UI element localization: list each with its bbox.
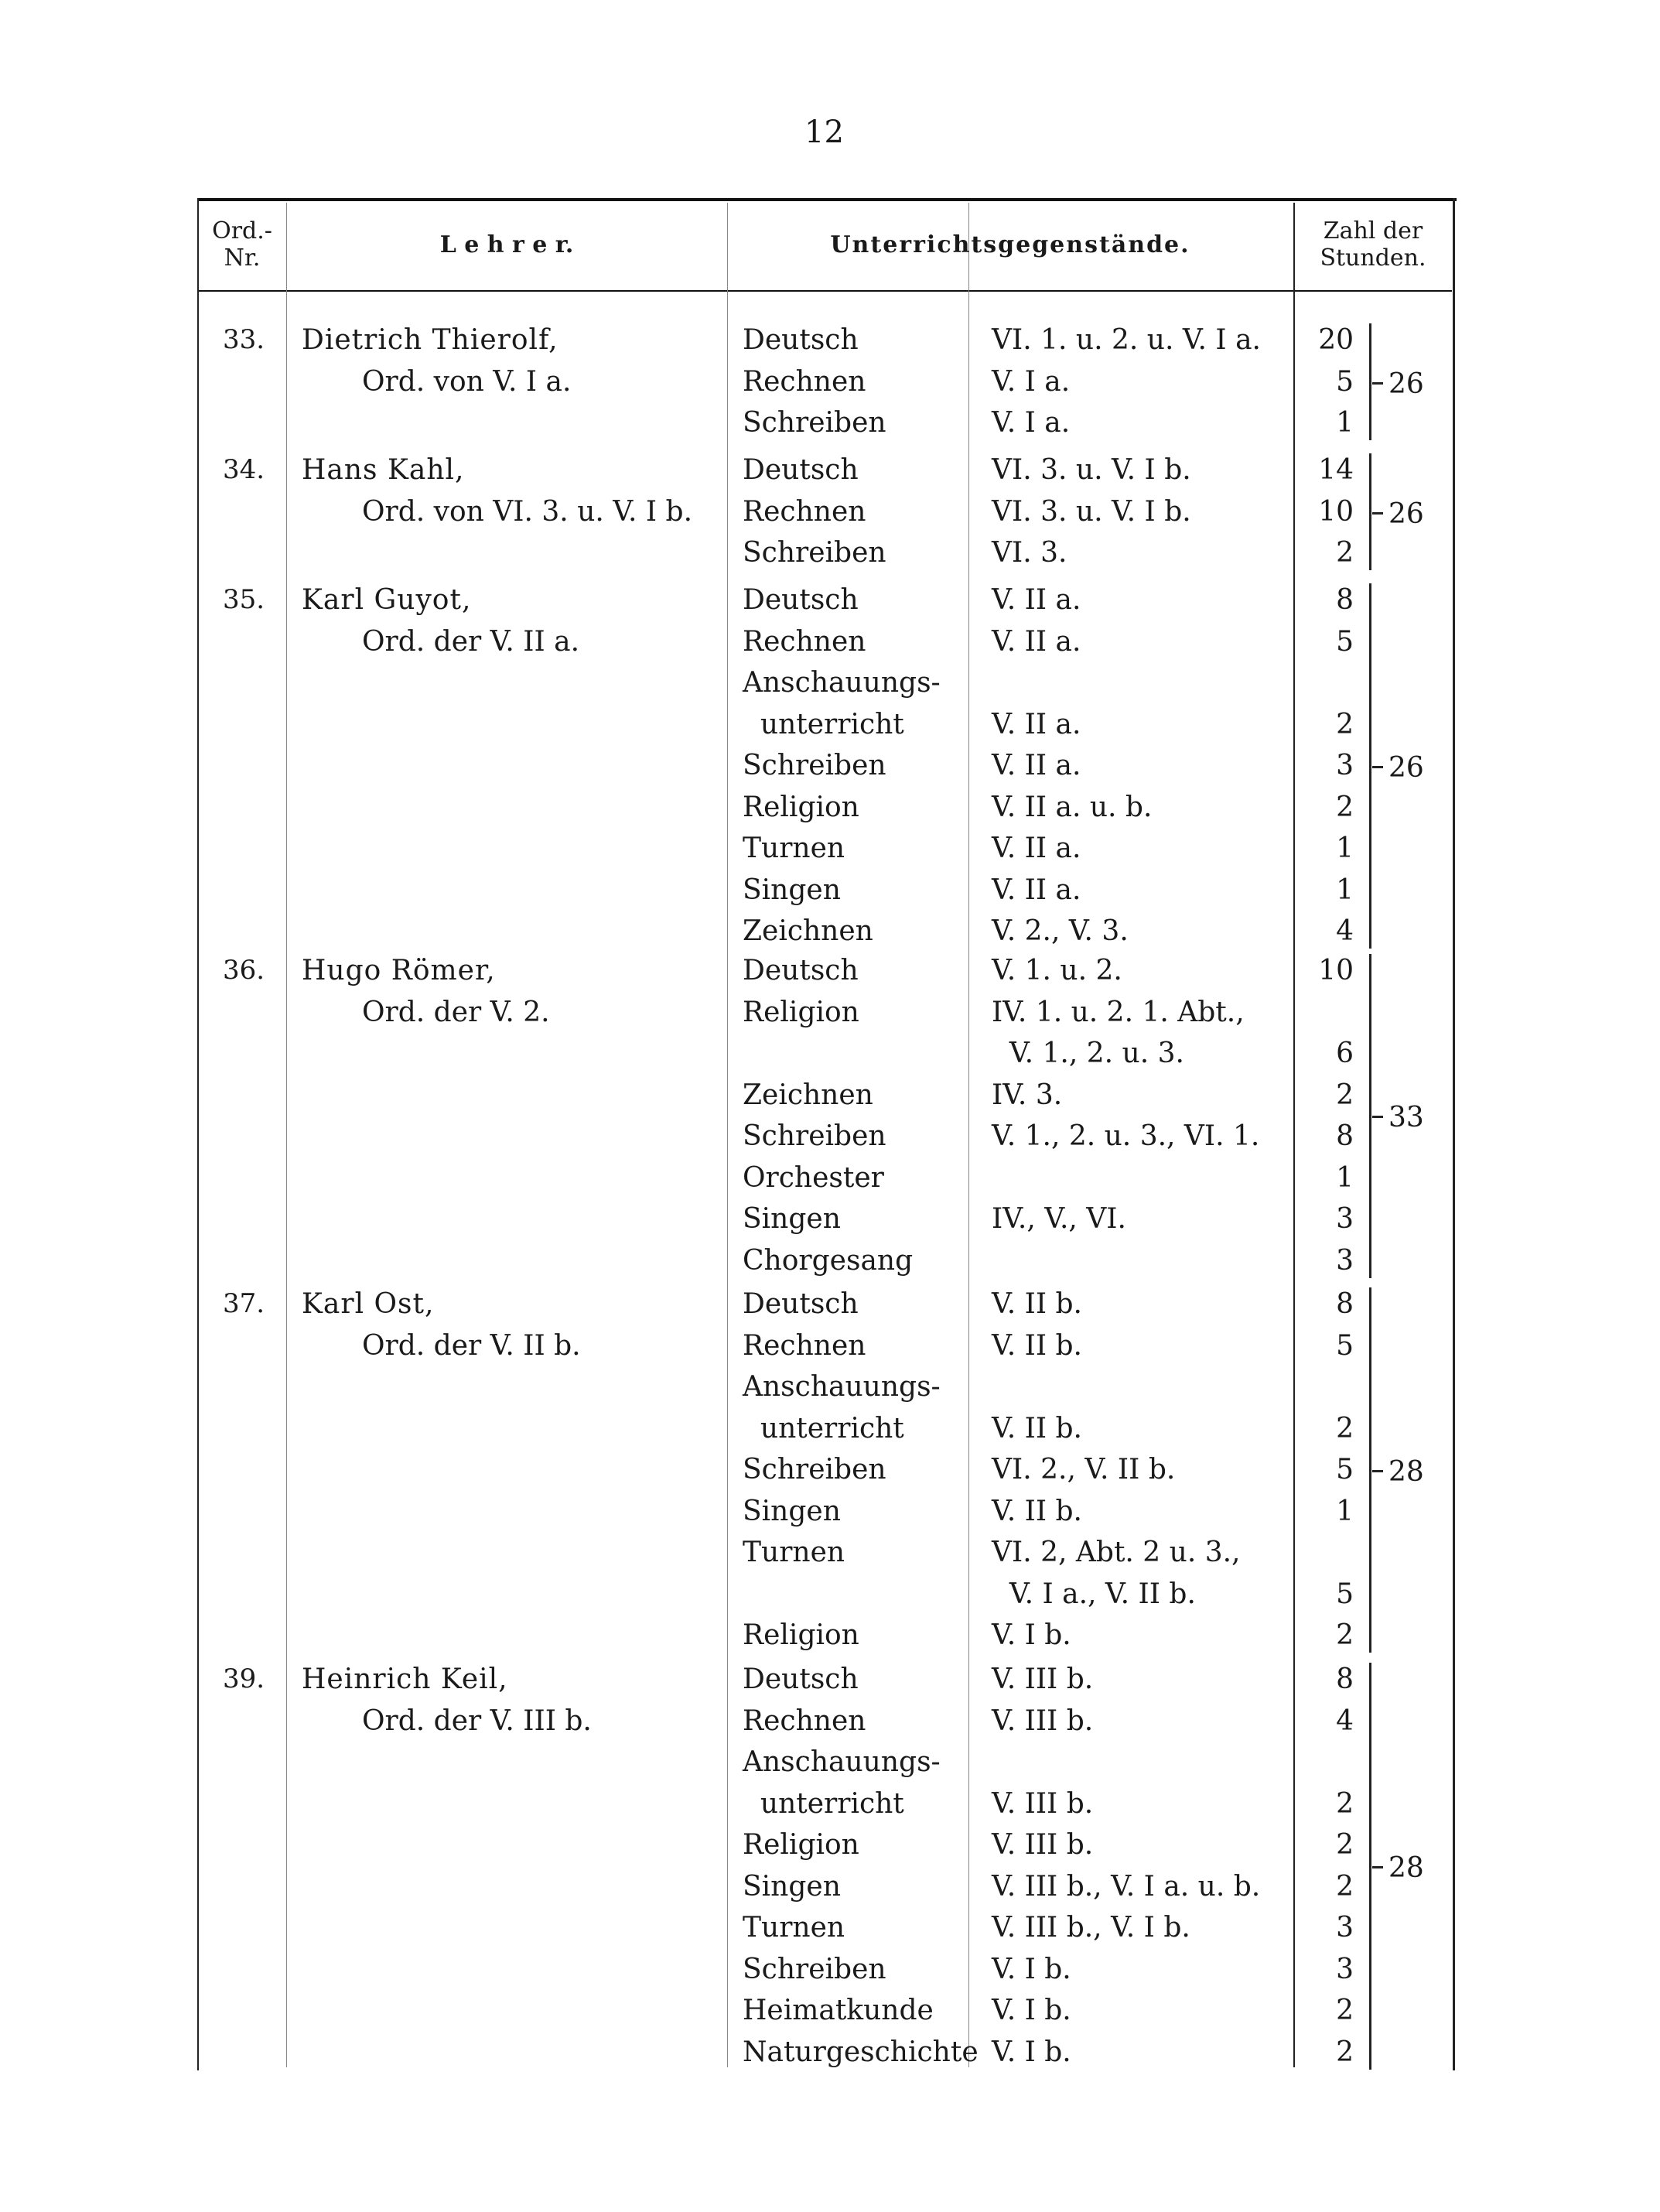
class-list: V. II a. u. b. [992, 791, 1153, 823]
class-list: V. III b. [992, 1787, 1094, 1820]
class-list: V. II a. [992, 832, 1081, 864]
subject: Singen [743, 1203, 841, 1235]
class-list: V. 2., V. 3. [992, 915, 1129, 947]
total-brace [1355, 323, 1371, 440]
class-list: V. I b. [992, 1995, 1071, 2026]
table-right-border [1453, 198, 1455, 2070]
top-rule [197, 198, 1457, 201]
subject: Rechnen [743, 1329, 866, 1362]
hours: 2 [1336, 1870, 1354, 1903]
hours: 5 [1336, 625, 1354, 658]
subject: Rechnen [743, 1704, 866, 1737]
header-gegenstaende: Unterrichtsgegenstände. [830, 231, 1190, 258]
col-divider-3 [968, 203, 969, 2067]
subject: Anschauungs- [743, 1371, 941, 1403]
hours: 5 [1336, 1454, 1354, 1485]
class-list: V. II b. [992, 1329, 1082, 1362]
subject: Zeichnen [743, 1079, 873, 1111]
subject: Chorgesang [743, 1244, 914, 1277]
class-list: VI. 1. u. 2. u. V. I a. [992, 324, 1261, 356]
class-list: V. II a. [992, 584, 1081, 616]
class-list: V. III b., V. I a. u. b. [992, 1870, 1261, 1903]
subject: Deutsch [743, 584, 859, 616]
subject: Anschauungs- [743, 667, 941, 699]
total-hours: 28 [1388, 1456, 1424, 1488]
class-list: V. II b. [992, 1495, 1082, 1527]
teacher-ord: Ord. der V. II b. [362, 1329, 581, 1362]
row-number: 37. [223, 1288, 265, 1319]
subject: Schreiben [743, 750, 886, 781]
hours: 8 [1336, 1288, 1354, 1320]
col-divider-4 [1293, 203, 1295, 2067]
class-list: V. III b. [992, 1663, 1094, 1695]
hours: 2 [1336, 1787, 1354, 1820]
teacher-ord: Ord. von VI. 3. u. V. I b. [362, 495, 693, 528]
total-hours: 26 [1388, 752, 1424, 784]
class-list: IV. 1. u. 2. 1. Abt., [992, 996, 1245, 1028]
class-list: V. II b. [992, 1288, 1082, 1320]
subject: Religion [743, 1619, 859, 1651]
hours: 2 [1336, 2036, 1354, 2068]
class-list: VI. 3. [992, 537, 1067, 569]
class-list: VI. 2., V. II b. [992, 1454, 1176, 1485]
subject: Deutsch [743, 1288, 859, 1320]
class-list: V. II a. [992, 708, 1081, 740]
class-list: V. II a. [992, 874, 1081, 906]
table-left-border [197, 198, 199, 2070]
hours: 3 [1336, 1203, 1354, 1235]
hours: 2 [1336, 708, 1354, 740]
class-list: V. I b. [992, 1953, 1071, 1985]
col-divider-1 [286, 203, 287, 2067]
hours: 4 [1336, 1704, 1354, 1737]
hours: 1 [1336, 407, 1354, 439]
subject: Naturgeschichte [743, 2036, 979, 2068]
total-hours: 33 [1388, 1102, 1424, 1134]
class-list: V. III b., V. I b. [992, 1912, 1190, 1944]
hours: 14 [1318, 454, 1354, 486]
subject: Turnen [743, 832, 845, 864]
total-hours: 26 [1388, 497, 1424, 530]
class-list: V. II a. [992, 625, 1081, 658]
header-ord-nr: Ord.- Nr. [212, 217, 272, 272]
total-brace [1355, 954, 1371, 1278]
subject: Religion [743, 996, 859, 1028]
class-list: VI. 3. u. V. I b. [992, 495, 1191, 528]
hours: 2 [1336, 1829, 1354, 1861]
subject: unterricht [743, 708, 904, 740]
total-hours: 28 [1388, 1851, 1424, 1884]
hours: 20 [1318, 324, 1354, 356]
total-hours: 26 [1388, 368, 1424, 400]
subject: unterricht [743, 1412, 904, 1444]
row-number: 39. [223, 1663, 265, 1694]
subject: Rechnen [743, 625, 866, 658]
hours: 8 [1336, 1120, 1354, 1152]
subject: Turnen [743, 1537, 845, 1568]
subject: Rechnen [743, 365, 866, 398]
total-brace [1355, 1287, 1371, 1653]
hours: 3 [1336, 750, 1354, 781]
subject: Anschauungs- [743, 1746, 941, 1778]
class-list: V. I a., V. II b. [992, 1578, 1196, 1610]
subject: Religion [743, 1829, 859, 1861]
subject: Religion [743, 791, 859, 823]
header-stunden: Zahl der Stunden. [1320, 217, 1426, 272]
class-list: VI. 3. u. V. I b. [992, 454, 1191, 486]
hours: 2 [1336, 537, 1354, 569]
teacher-name: Karl Guyot, [302, 584, 472, 616]
subject: Deutsch [743, 955, 859, 986]
header-lehrer: L e h r e r. [439, 231, 574, 258]
hours: 2 [1336, 1619, 1354, 1651]
hours: 2 [1336, 791, 1354, 823]
teacher-name: Karl Ost, [302, 1288, 435, 1320]
subject: unterricht [743, 1787, 904, 1820]
class-list: VI. 2, Abt. 2 u. 3., [992, 1537, 1241, 1568]
hours: 8 [1336, 1663, 1354, 1695]
hours: 4 [1336, 915, 1354, 947]
teacher-name: Dietrich Thierolf, [302, 324, 558, 356]
class-list: IV. 3. [992, 1079, 1063, 1111]
col-divider-2 [727, 203, 728, 2067]
class-list: V. II a. [992, 750, 1081, 781]
subject: Schreiben [743, 1454, 886, 1485]
teacher-ord: Ord. der V. 2. [362, 996, 550, 1028]
class-list: V. 1., 2. u. 3. [992, 1038, 1184, 1069]
hours: 1 [1336, 874, 1354, 906]
class-list: V. III b. [992, 1704, 1094, 1737]
hours: 3 [1336, 1244, 1354, 1277]
teacher-ord: Ord. von V. I a. [362, 365, 572, 398]
class-list: V. II b. [992, 1412, 1082, 1444]
subject: Singen [743, 1495, 841, 1527]
subject: Orchester [743, 1161, 884, 1194]
subject: Heimatkunde [743, 1995, 934, 2026]
hours: 3 [1336, 1953, 1354, 1985]
class-list: IV., V., VI. [992, 1203, 1126, 1235]
class-list: V. 1., 2. u. 3., VI. 1. [992, 1120, 1260, 1152]
subject: Zeichnen [743, 915, 873, 947]
class-list: V. I a. [992, 407, 1071, 439]
class-list: V. I b. [992, 2036, 1071, 2068]
hours: 10 [1318, 495, 1354, 528]
row-number: 35. [223, 584, 265, 615]
row-number: 34. [223, 454, 265, 485]
total-brace [1355, 583, 1371, 949]
subject: Schreiben [743, 1120, 886, 1152]
hours: 1 [1336, 1495, 1354, 1527]
hours: 5 [1336, 1578, 1354, 1610]
teacher-name: Heinrich Keil, [302, 1663, 508, 1695]
hours: 3 [1336, 1912, 1354, 1944]
class-list: V. III b. [992, 1829, 1094, 1861]
subject: Schreiben [743, 407, 886, 439]
teacher-ord: Ord. der V. II a. [362, 625, 580, 658]
subject: Deutsch [743, 454, 859, 486]
subject: Singen [743, 874, 841, 906]
row-number: 33. [223, 324, 265, 355]
hours: 8 [1336, 584, 1354, 616]
hours: 5 [1336, 1329, 1354, 1362]
subject: Turnen [743, 1912, 845, 1944]
total-brace [1355, 1663, 1371, 2070]
class-list: V. 1. u. 2. [992, 955, 1122, 986]
subject: Singen [743, 1870, 841, 1903]
header-rule [197, 290, 1452, 292]
page-number: 12 [804, 115, 844, 150]
subject: Rechnen [743, 495, 866, 528]
hours: 1 [1336, 1161, 1354, 1194]
teacher-name: Hugo Römer, [302, 955, 496, 986]
hours: 2 [1336, 1412, 1354, 1444]
subject: Deutsch [743, 324, 859, 356]
teacher-name: Hans Kahl, [302, 454, 465, 486]
class-list: V. I a. [992, 365, 1071, 398]
row-number: 36. [223, 955, 265, 986]
hours: 10 [1318, 955, 1354, 986]
subject: Deutsch [743, 1663, 859, 1695]
hours: 1 [1336, 832, 1354, 864]
subject: Schreiben [743, 537, 886, 569]
class-list: V. I b. [992, 1619, 1071, 1651]
hours: 6 [1336, 1038, 1354, 1069]
hours: 2 [1336, 1995, 1354, 2026]
hours: 5 [1336, 365, 1354, 398]
hours: 2 [1336, 1079, 1354, 1111]
total-brace [1355, 453, 1371, 570]
teacher-ord: Ord. der V. III b. [362, 1704, 592, 1737]
subject: Schreiben [743, 1953, 886, 1985]
